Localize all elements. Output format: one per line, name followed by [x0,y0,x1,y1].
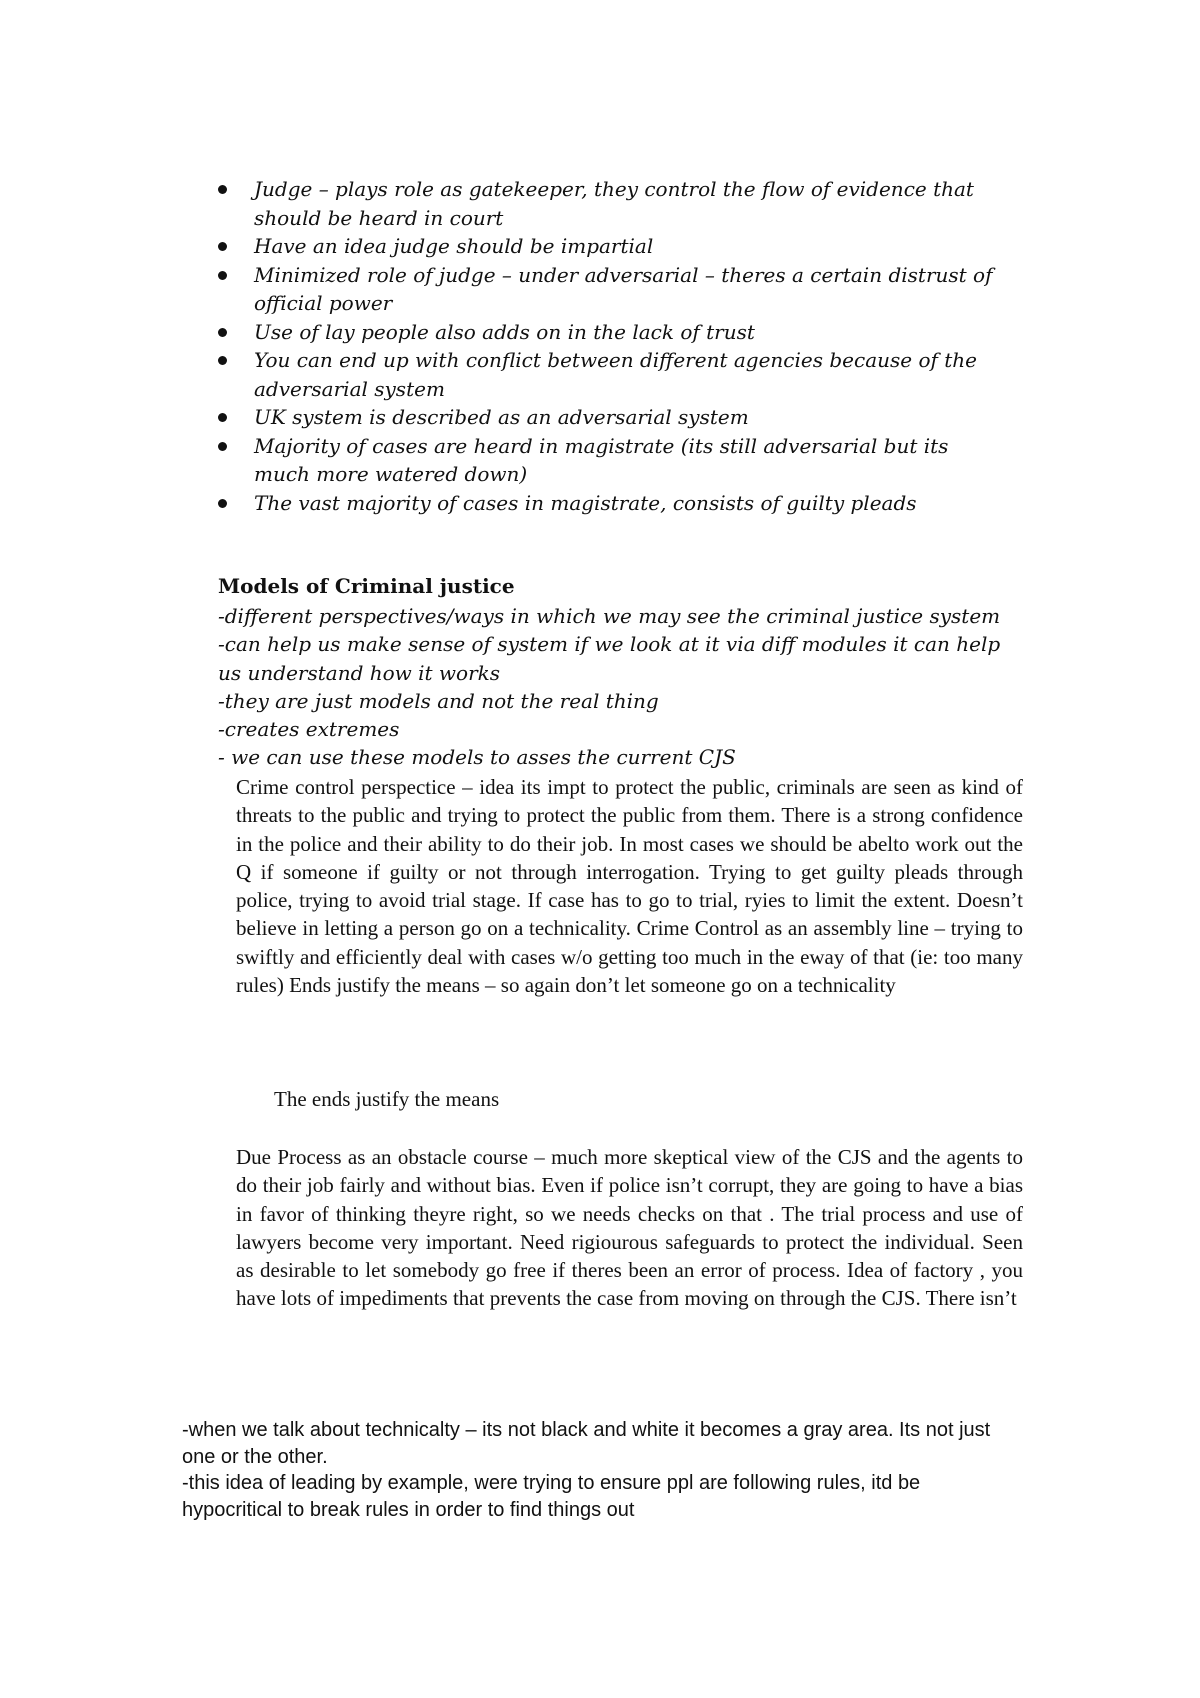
bullet-text: Minimized role of judge – under adversarial – theres a certain distrust of official power [254,262,993,315]
section-heading: Models of Criminal justice [218,574,515,598]
note-line: -can help us make sense of system if we look at it via diff modules it can help us understand how it works [218,632,1001,685]
bullet-dot-icon [218,328,227,337]
bullet-text: Use of lay people also adds on in the lack of trust [254,319,755,344]
bullet-item [218,175,1008,232]
bullet-list [218,175,1008,517]
models-notes [218,602,1018,772]
bullet-item [218,346,1008,403]
bullet-dot-icon [218,413,227,422]
note-line: -different perspectives/ways in which we may see the criminal justice system [218,604,1001,628]
bullet-text: Have an idea judge should be impartial [254,234,654,258]
note-line: -creates extremes [218,717,400,742]
bullet-dot-icon [218,356,227,365]
note-line: -they are just models and not the real thing [218,688,659,713]
bullet-dot-icon [218,185,227,194]
bullet-text: Judge – plays role as gatekeeper, they control the flow of evidence that should be heard in court [254,177,974,230]
bullet-item [218,432,1008,489]
bullet-text: You can end up with conflict between different agencies because of the adversarial system [254,348,978,401]
bullet-item [218,403,1008,432]
bottom-note-line: -when we talk about technicalty – its not black and white it becomes a gray area. Its not just one or the other. [182,1419,991,1468]
bottom-notes [182,1417,1024,1523]
crime-control-paragraph: Crime control perspectice – idea its impt to protect the public, criminals are seen as kind of threats to the public and trying to protect the public from them. There is a strong confidence in the police and their ability to do their job. In most cases we should be abelto work out the Q if someone if guilty or not through interrogation. Trying to get guilty pleads through police, trying to avoid trial stage. If case has to go to trial, ryies to limit the extent. Doesn’t believe in letting a person go on a technicality. Crime Control as an assembly line – trying to swiftly and efficiently deal with cases w/o getting too much in the eway of that (ie: too many rules) Ends justify the means – so again don’t let someone go on a technicality [236,775,1023,998]
ends-justify-quote: The ends justify the means [274,1087,500,1111]
bullet-item [218,489,1008,518]
bullet-item [218,261,1008,318]
due-process-paragraph: Due Process as an obstacle course – much more skeptical view of the CJS and the agents to do their job fairly and without bias. Even if police isn’t corrupt, they are going to have a bias in favor of thinking theyre right, so we needs checks on that . The trial process and use of lawyers become very important. Need rigiourous safeguards to protect the individual. Seen as desirable to let somebody go free if theres been an error of process. Idea of factory , you have lots of impediments that prevents the case from moving on through the CJS. There isn’t [236,1145,1023,1311]
bullet-item [218,232,1008,261]
bullet-dot-icon [218,271,227,280]
bullet-dot-icon [218,242,227,251]
bullet-text: UK system is described as an adversarial system [254,405,749,429]
bullet-text: Majority of cases are heard in magistrate (its still adversarial but its much more watered down) [254,433,949,486]
note-line: - we can use these models to asses the current CJS [218,745,736,770]
bullet-dot-icon [218,499,227,508]
bullet-text: The vast majority of cases in magistrate, consists of guilty pleads [254,490,917,515]
bullet-item [218,318,1008,347]
bottom-note-line: -this idea of leading by example, were trying to ensure ppl are following rules, itd be hypocritical to break rules in order to find things out [182,1472,921,1521]
bullet-dot-icon [218,442,227,451]
